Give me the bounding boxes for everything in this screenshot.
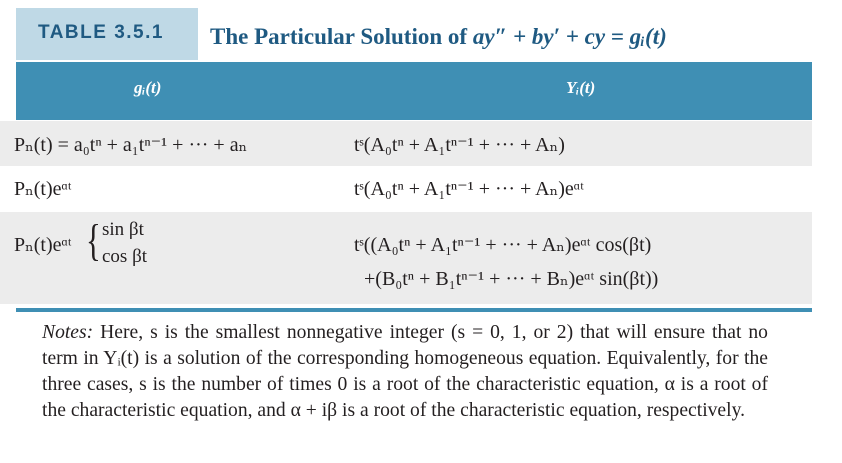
- table-title: [210, 24, 667, 50]
- notes-text: Here, s is the smallest nonnegative integer (s = 0, 1, or 2) that will ensure that no term in Yᵢ(t) is a solution of the corresponding homogeneous equation. Equivalently, for the three cases, s is the number of times 0 is a root of the characteristic equation, α is a root of the characteristic equation, and α + iβ is a root of the characteristic equation, respectively.: [42, 322, 768, 421]
- table-notes: [42, 320, 768, 424]
- row1-g: Pₙ(t) = a₀tⁿ + a₁tⁿ⁻¹ + ··· + aₙ: [14, 134, 248, 156]
- row3-g-cos: cos βt: [102, 246, 148, 267]
- row3-y-line2: +(B₀tⁿ + B₁tⁿ⁻¹ + ··· + Bₙ)eᵅᵗ sin(βt)): [364, 268, 659, 290]
- row3-g-sin: sin βt: [102, 219, 144, 240]
- table-bottom-rule: [16, 308, 812, 312]
- title-equation: ay″ + by′ + cy = gᵢ(t): [472, 24, 667, 49]
- title-prefix: The Particular Solution of: [210, 24, 473, 49]
- row3-y-line1: tˢ((A₀tⁿ + A₁tⁿ⁻¹ + ··· + Aₙ)eᵅᵗ cos(βt): [354, 234, 652, 256]
- column-header-g: gᵢ(t): [134, 78, 162, 97]
- brace-symbol: {: [86, 216, 101, 265]
- row1-y: tˢ(A₀tⁿ + A₁tⁿ⁻¹ + ··· + Aₙ): [354, 134, 565, 156]
- row2-y: tˢ(A₀tⁿ + A₁tⁿ⁻¹ + ··· + Aₙ)eᵅᵗ: [354, 178, 584, 200]
- row2-g: Pₙ(t)eᵅᵗ: [14, 178, 72, 200]
- column-header-y: Yᵢ(t): [566, 78, 596, 97]
- row3-g-prefix: Pₙ(t)eᵅᵗ: [14, 234, 72, 256]
- table-number: TABLE 3.5.1: [38, 22, 164, 43]
- notes-label: Notes:: [42, 322, 94, 343]
